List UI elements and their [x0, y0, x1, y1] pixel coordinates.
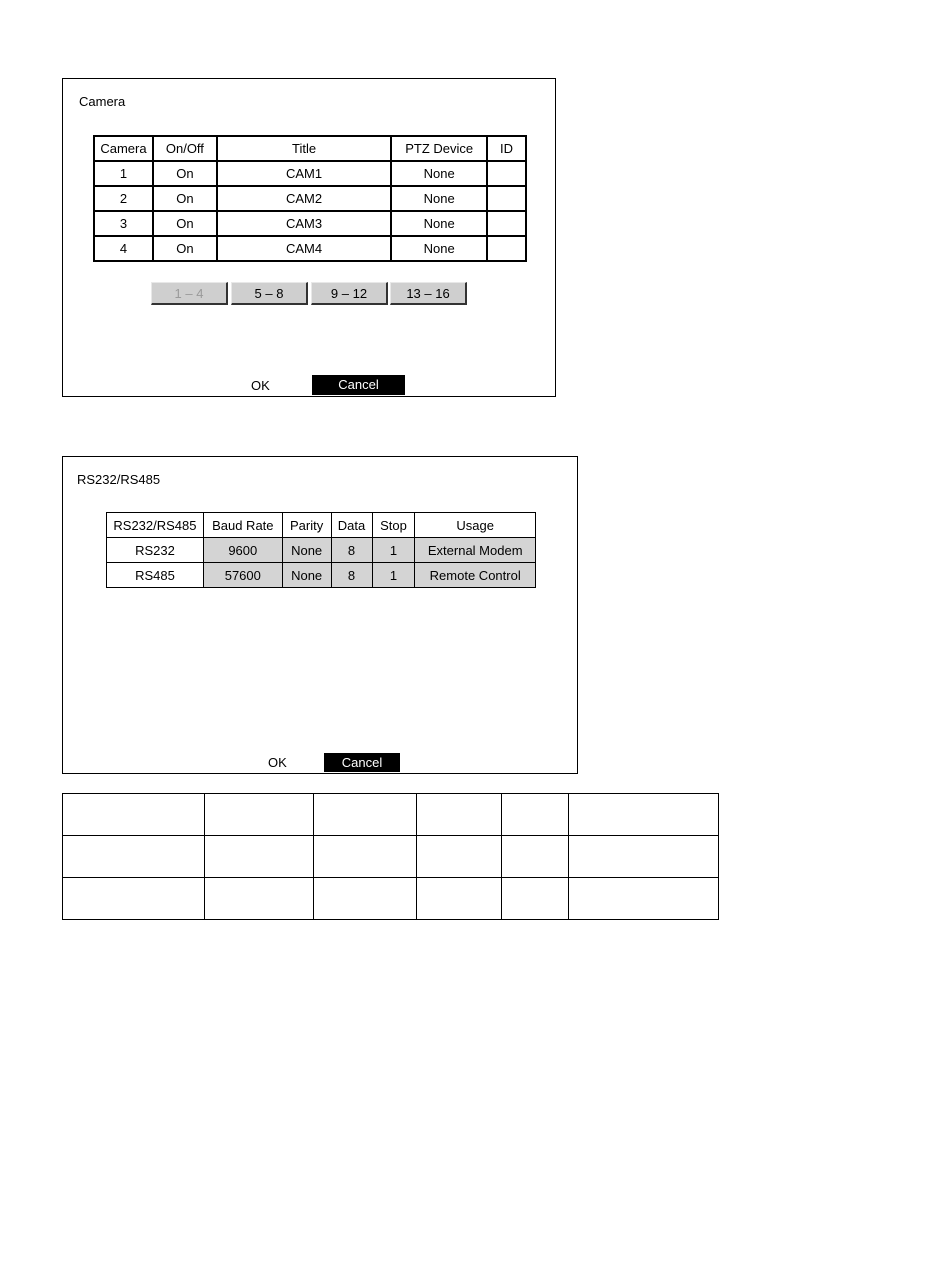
cancel-button[interactable]: Cancel	[312, 375, 405, 395]
empty-cell	[502, 836, 569, 878]
table-row	[94, 211, 526, 236]
column-header: PTZ Device	[391, 136, 487, 161]
rs-table	[106, 512, 536, 588]
parity-cell[interactable]: None	[282, 538, 331, 563]
empty-cell	[417, 878, 502, 920]
empty-cell	[417, 794, 502, 836]
table-row	[63, 794, 719, 836]
port-cell: RS232	[107, 538, 204, 563]
empty-cell	[502, 878, 569, 920]
empty-cell	[63, 836, 205, 878]
usage-cell[interactable]: Remote Control	[415, 563, 536, 588]
table-row	[94, 186, 526, 211]
empty-cell	[63, 878, 205, 920]
ok-button[interactable]: OK	[251, 378, 270, 393]
column-header: ID	[487, 136, 526, 161]
onoff-cell[interactable]: On	[153, 211, 217, 236]
ok-button[interactable]: OK	[268, 755, 287, 770]
onoff-cell[interactable]: On	[153, 161, 217, 186]
page-button-9-12[interactable]: 9 – 12	[311, 282, 388, 305]
empty-cell	[204, 878, 313, 920]
rs-dialog-title: RS232/RS485	[77, 472, 161, 487]
empty-cell	[569, 878, 719, 920]
empty-cell	[569, 794, 719, 836]
stop-bits-cell[interactable]: 1	[372, 563, 415, 588]
camera-number-cell: 4	[94, 236, 153, 261]
column-header: Parity	[282, 513, 331, 538]
ptz-device-cell[interactable]: None	[391, 186, 487, 211]
column-header: RS232/RS485	[107, 513, 204, 538]
parity-cell[interactable]: None	[282, 563, 331, 588]
camera-table	[93, 135, 527, 262]
id-cell[interactable]	[487, 186, 526, 211]
camera-number-cell: 3	[94, 211, 153, 236]
rs-table-header	[107, 513, 536, 538]
id-cell[interactable]	[487, 161, 526, 186]
camera-number-cell: 1	[94, 161, 153, 186]
baud-rate-cell[interactable]: 57600	[203, 563, 282, 588]
baud-rate-cell[interactable]: 9600	[203, 538, 282, 563]
title-cell[interactable]: CAM4	[217, 236, 391, 261]
page-button-1-4[interactable]: 1 – 4	[151, 282, 228, 305]
rs232-rs485-dialog	[62, 456, 578, 774]
page-button-5-8[interactable]: 5 – 8	[231, 282, 308, 305]
table-row	[94, 236, 526, 261]
camera-dialog-title: Camera	[79, 94, 126, 109]
empty-cell	[204, 836, 313, 878]
data-bits-cell[interactable]: 8	[331, 538, 372, 563]
id-cell[interactable]	[487, 236, 526, 261]
empty-cell	[204, 794, 313, 836]
cancel-button[interactable]: Cancel	[324, 753, 400, 772]
data-bits-cell[interactable]: 8	[331, 563, 372, 588]
empty-cell	[417, 836, 502, 878]
ptz-device-cell[interactable]: None	[391, 236, 487, 261]
table-row	[63, 878, 719, 920]
empty-cell	[313, 794, 417, 836]
ptz-device-cell[interactable]: None	[391, 211, 487, 236]
stop-bits-cell[interactable]: 1	[372, 538, 415, 563]
empty-cell	[313, 836, 417, 878]
page-button-13-16[interactable]: 13 – 16	[390, 282, 467, 305]
port-cell: RS485	[107, 563, 204, 588]
ptz-device-cell[interactable]: None	[391, 161, 487, 186]
id-cell[interactable]	[487, 211, 526, 236]
column-header: Baud Rate	[203, 513, 282, 538]
empty-cell	[313, 878, 417, 920]
empty-table	[62, 793, 719, 920]
empty-cell	[569, 836, 719, 878]
empty-cell	[63, 794, 205, 836]
column-header: Data	[331, 513, 372, 538]
camera-dialog	[62, 78, 556, 397]
empty-cell	[502, 794, 569, 836]
title-cell[interactable]: CAM2	[217, 186, 391, 211]
title-cell[interactable]: CAM1	[217, 161, 391, 186]
column-header: Title	[217, 136, 391, 161]
title-cell[interactable]: CAM3	[217, 211, 391, 236]
table-row	[107, 563, 536, 588]
camera-table-header	[94, 136, 526, 161]
column-header: Camera	[94, 136, 153, 161]
table-row	[94, 161, 526, 186]
onoff-cell[interactable]: On	[153, 236, 217, 261]
column-header: Usage	[415, 513, 536, 538]
column-header: On/Off	[153, 136, 217, 161]
table-row	[107, 538, 536, 563]
camera-number-cell: 2	[94, 186, 153, 211]
table-row	[63, 836, 719, 878]
column-header: Stop	[372, 513, 415, 538]
usage-cell[interactable]: External Modem	[415, 538, 536, 563]
onoff-cell[interactable]: On	[153, 186, 217, 211]
